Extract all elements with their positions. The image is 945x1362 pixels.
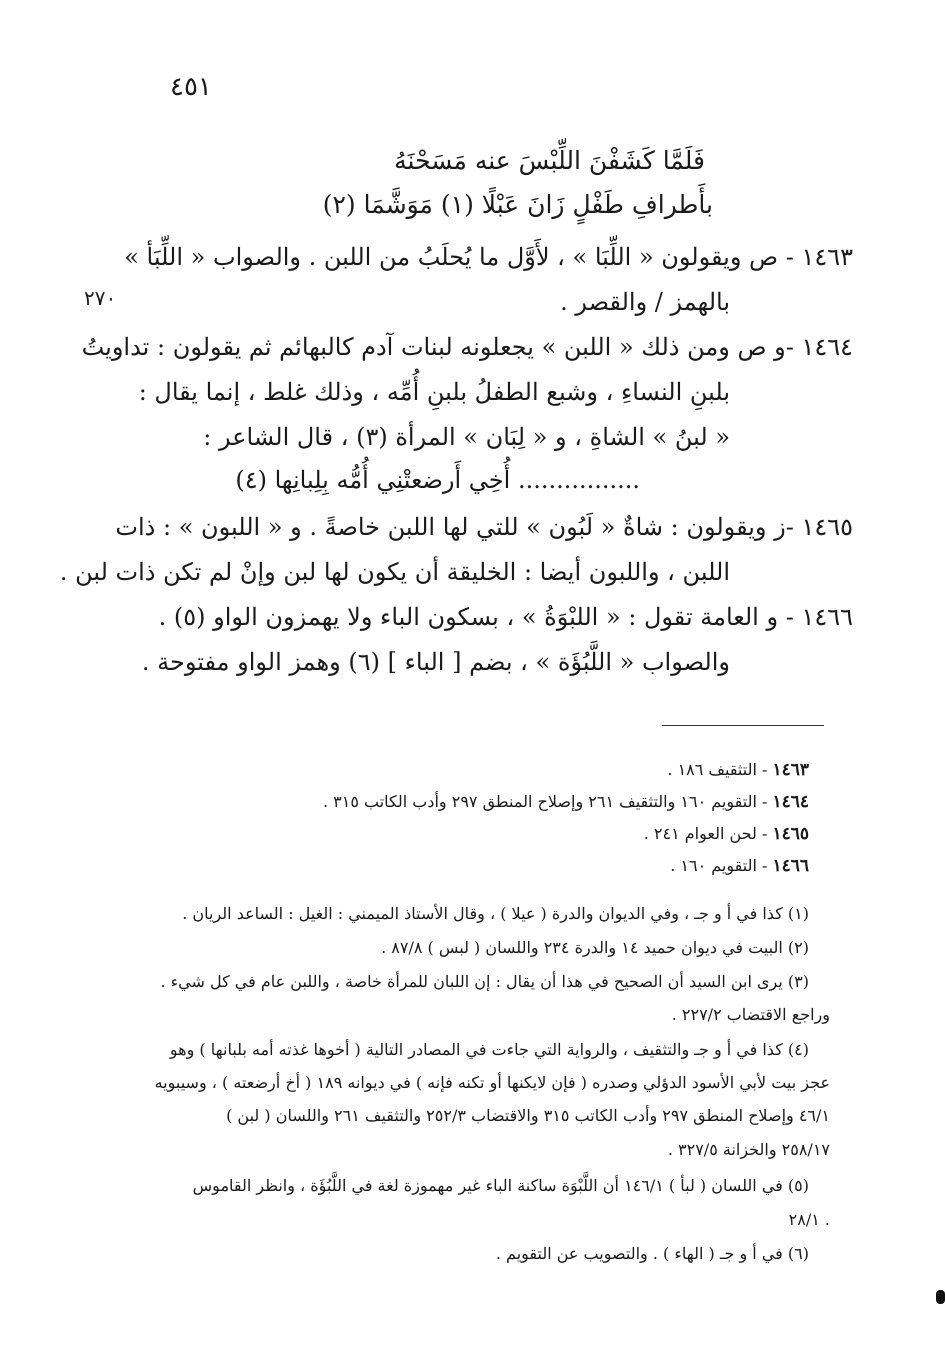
footnote-4-cont-3: ٢٥٨/١٧ والخزانة ٣٢٧/٥ .: [667, 1140, 830, 1159]
footnote-3-cont: وراجع الاقتضاب ٢٢٧/٢ .: [671, 1005, 830, 1024]
entry-1465-line-1: ١٤٦٥ -ز ويقولون : شاةٌ « لَبُون » للتي لها اللبن خاصةً . و « اللبون » : ذات: [115, 513, 853, 541]
footnote-6: (٦) في أ و جـ ( الهاء ) . والتصويب عن التقويم .: [495, 1244, 809, 1263]
footnote-3: (٣) يرى ابن السيد أن الصحيح في هذا أن يقال : إن اللبان للمرأة خاصة ، واللبن عام في كل شيء .: [160, 972, 809, 991]
verse-line-1: فَلَمَّا كَشَفْنَ اللِّبْسَ عنه مَسَحْنَهُ: [394, 146, 705, 175]
footnote-2: (٢) البيت في ديوان حميد ١٤ والدرة ٢٣٤ واللسان ( لبس ) ٨٧/٨ .: [381, 938, 809, 957]
entry-1464-line-2: بلبنِ النساءِ ، وشبع الطفلُ بلبنِ أُمِّه ، وذلك غلط ، إنما يقال :: [138, 378, 730, 406]
entry-1463-line-1: ١٤٦٣ - ص ويقولون « اللِّبَا » ، لأَوَّل ما يُحلَبُ من اللبن . والصواب « اللِّبَأ »: [124, 243, 853, 271]
footnote-4-cont-1: عجز بيت لأبي الأسود الدؤلي وصدره ( فإن لايكنها أو تكنه فإنه ) في ديوانه ١٨٩ ( أخ أرضعته ) ، وسيبويه: [154, 1073, 830, 1092]
source-number: ١٤٦٥: [772, 824, 809, 844]
scan-mark: [936, 1290, 945, 1304]
entry-1466-line-2: والصواب « اللَّبُؤَة » ، بضم [ الباء ] (٦) وهمز الواو مفتوحة .: [141, 648, 730, 676]
source-1463: [667, 760, 809, 780]
source-text: - التقويم ١٦٠ .: [670, 856, 773, 875]
verse-line-2: بأَطرافِ طَفْلٍ زَانَ عَبْلًا (١) مَوَشَّمَا (٢): [322, 190, 713, 219]
entry-1466-line-1: ١٤٦٦ - و العامة تقول : « اللبْوَةُ » ، بسكون الباء ولا يهمزون الواو (٥) .: [158, 603, 853, 631]
entry-1464-verse: ................ أُخِي أَرضعتْنِي أُمُّه بِلِبانِها (٤): [235, 466, 640, 494]
source-1464: [323, 792, 809, 812]
source-1466: [670, 856, 809, 876]
entry-1464-line-1: ١٤٦٤ -و ص ومن ذلك « اللبن » يجعلونه لبنات آدم كالبهائم ثم يقولون : تداويتُ: [81, 333, 853, 361]
entry-1464-line-3: « لبنُ » الشاةِ ، و « لِبَان » المرأة (٣) ، قال الشاعر :: [203, 423, 730, 451]
footnote-1: (١) كذا في أ و جـ ، وفي الديوان والدرة ( عيلا ) ، وقال الأستاذ الميمني : الغيل : الساعد الريان .: [182, 904, 809, 923]
entry-1463-line-2: بالهمز / والقصر .: [560, 288, 730, 316]
entry-1465-line-2: اللبن ، واللبون أيضا : الخليقة أن يكون لها لبن وإنْ لم تكن ذات لبن .: [59, 558, 730, 586]
footnote-5-cont: . ٢٨/١: [788, 1210, 830, 1229]
source-number: ١٤٦٦: [772, 856, 809, 876]
source-text: - لحن العوام ٢٤١ .: [643, 824, 773, 843]
footnote-separator: [662, 725, 824, 726]
source-number: ١٤٦٤: [772, 792, 809, 812]
source-text: - التقويم ١٦٠ والتثقيف ٢٦١ وإصلاح المنطق ٢٩٧ وأدب الكاتب ٣١٥ .: [322, 792, 773, 811]
footnote-4-cont-2: ٤٦/١ وإصلاح المنطق ٢٩٧ وأدب الكاتب ٣١٥ والاقتضاب ٢٥٢/٣ والتثقيف ٢٦١ واللسان ( لبن ): [226, 1106, 830, 1125]
source-1465: [644, 824, 809, 844]
footnote-4: (٤) كذا في أ و جـ والتثقيف ، والرواية التي جاءت في المصادر التالية ( أخوها غذته أمه بلبانها ) وهو: [169, 1040, 809, 1059]
source-number: ١٤٦٣: [772, 760, 809, 780]
margin-page-number: ٢٧٠: [84, 286, 117, 310]
source-text: - التثقيف ١٨٦ .: [667, 760, 773, 779]
footnote-5: (٥) في اللسان ( لبأ ) ١٤٦/١ أن اللَّبْوَة ساكنة الباء غير مهموزة لغة في اللَّبُؤَة ، وانظر القاموس: [192, 1176, 809, 1195]
page-number: ٤٥١: [170, 72, 212, 102]
